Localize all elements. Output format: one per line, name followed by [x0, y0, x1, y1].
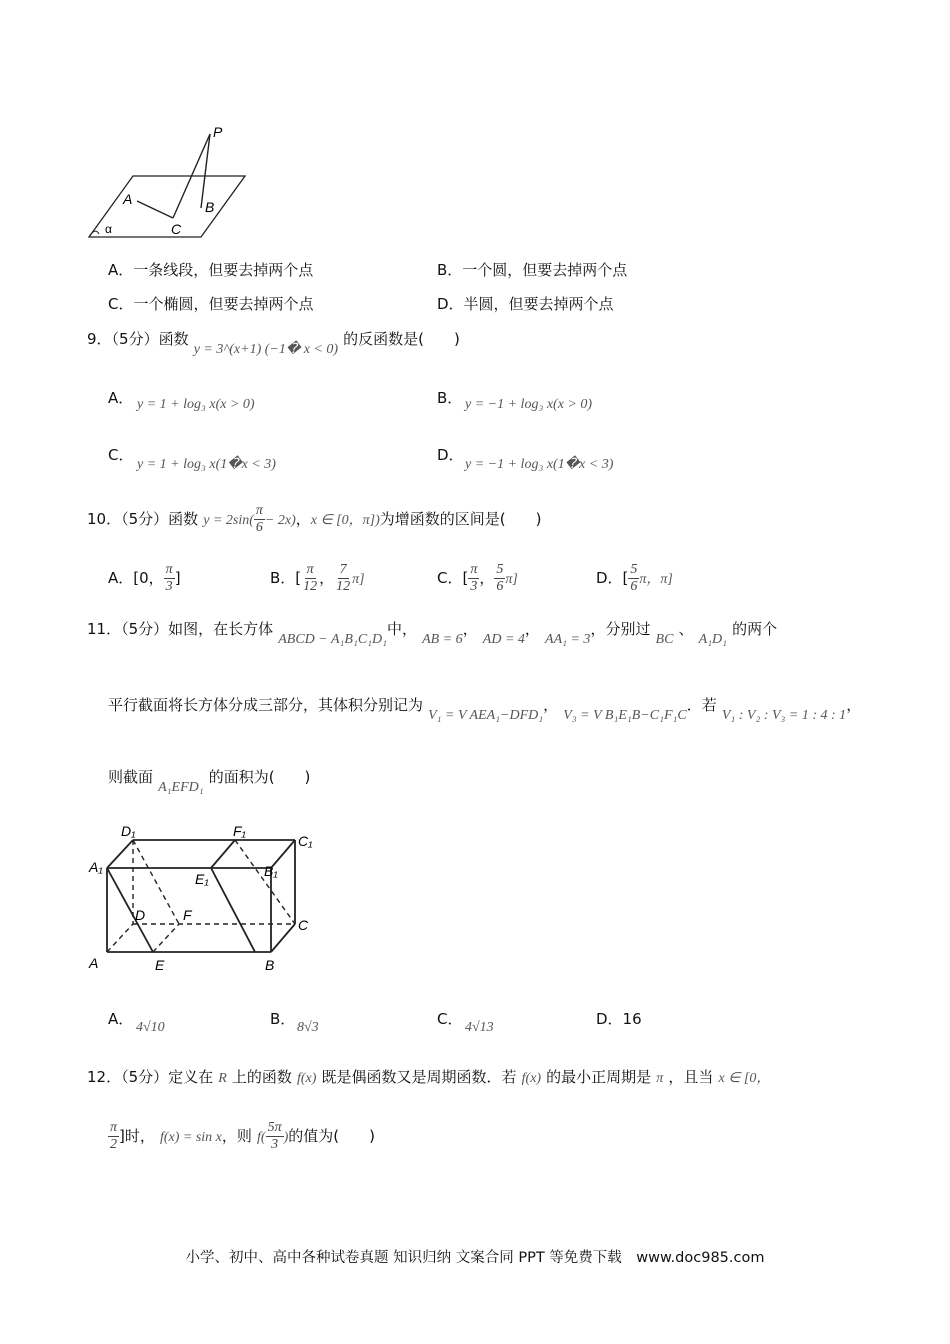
question-12-line1 [87, 1066, 770, 1087]
q10-domain: x ∈ [0，π]) [310, 513, 380, 528]
label-e: E [155, 957, 165, 973]
q11-comma-3: ， [543, 696, 559, 714]
q8-option-d: D．半圆，但要去掉两个点 [437, 295, 614, 313]
q11-box: ABCD − A₁B₁C₁D₁ [278, 632, 388, 647]
q12-num53: 5π [267, 1120, 282, 1135]
q10-a-den: 3 [165, 579, 173, 594]
q12-t5: ]时， [119, 1127, 155, 1145]
label-d1: D₁ [121, 823, 136, 839]
q12-fx-2: f(x) [521, 1071, 542, 1086]
q11-zhong: 中， [387, 620, 418, 638]
q11-option-c: 4√13 [465, 1020, 494, 1035]
q11-option-c-label: C． [437, 1010, 463, 1028]
q11-v1: V₁ = V AEA₁−DFD₁ [428, 708, 544, 723]
question-12-line2 [108, 1120, 375, 1153]
q9-option-d: y = −1 + log₃ x(1�x < 3) [465, 457, 614, 472]
q10-frac-den: 6 [255, 520, 263, 535]
q11-comma-1: ， [462, 620, 478, 638]
q10-func-start: y = 2sin( [203, 513, 254, 528]
label-b1: B₁ [264, 863, 278, 879]
q11-ad: AD = 4 [482, 632, 525, 647]
q11-option-a: 4√10 [136, 1020, 165, 1035]
label-c: C [171, 221, 182, 237]
q10-separator: ， [295, 510, 311, 528]
q10-a-tail: ] [174, 569, 181, 587]
q12-r: R [218, 1071, 227, 1086]
label-a: A [123, 191, 133, 207]
q12-half-den: 2 [110, 1137, 117, 1152]
q11-line3b: 的面积为( ) [208, 768, 311, 786]
q9-option-b-label: B． [437, 389, 463, 407]
cuboid-figure [85, 820, 325, 980]
q11-prefix: 11．（5分）如图，在长方体 [87, 620, 274, 638]
q12-t3: 的最小正周期是 [546, 1068, 652, 1086]
q10-d-tail: π，π] [639, 572, 673, 587]
q10-b-den2: 12 [336, 579, 351, 594]
q12-prefix: 12．（5分）定义在 [87, 1068, 214, 1086]
q12-sinx: f(x) = sin x [159, 1130, 222, 1145]
q10-option-a [108, 562, 181, 595]
plane-figure [85, 122, 255, 242]
q10-b-tail: π] [352, 572, 365, 587]
q10-d-den: 6 [630, 579, 638, 594]
q10-b-label: B．[ [270, 569, 302, 587]
label-alpha: α [105, 222, 112, 236]
q10-b-den1: 12 [303, 579, 318, 594]
q10-prefix: 10．（5分）函数 [87, 510, 199, 528]
q9-option-b: y = −1 + log₃ x(x > 0) [465, 397, 593, 412]
q9-option-c-label: C． [108, 446, 134, 464]
q12-t2: 既是偶函数又是周期函数．若 [321, 1068, 517, 1086]
q11-option-b-label: B． [270, 1010, 296, 1028]
q10-c-mid: ， [479, 569, 495, 587]
q10-c-num1: π [470, 562, 478, 577]
q10-option-c [437, 562, 518, 595]
label-a: A [89, 955, 99, 971]
q10-d-label: D．[ [596, 569, 629, 587]
q11-section: A₁EFD₁ [158, 780, 204, 795]
q10-frac-num: π [255, 503, 263, 518]
q11-comma-2: ， [524, 620, 540, 638]
q10-b-mid: ， [319, 569, 335, 587]
label-f: F [183, 907, 192, 923]
q11-a1d1: A₁D₁ [698, 632, 728, 647]
q10-c-num2: 5 [496, 562, 504, 577]
q10-b-num1: π [306, 562, 314, 577]
question-9 [87, 328, 460, 357]
q12-t6: ，则 [221, 1127, 252, 1145]
q11-aa1: AA₁ = 3 [545, 632, 591, 647]
q9-option-a: y = 1 + log₃ x(x > 0) [137, 397, 255, 412]
q10-b-num2: 7 [339, 562, 347, 577]
q11-dun: 、 [678, 620, 694, 638]
segment-ac [137, 201, 173, 218]
question-10 [87, 503, 541, 536]
q11-ruo: ．若 [686, 696, 717, 714]
q10-d-num: 5 [630, 562, 638, 577]
q10-c-label: C．[ [437, 569, 469, 587]
q12-xin: x ∈ [0， [718, 1071, 771, 1086]
q10-option-d [596, 562, 673, 595]
q11-liangge: 的两个 [732, 620, 778, 638]
q9-option-c: y = 1 + log₃ x(1�x < 3) [137, 457, 276, 472]
q12-den53: 3 [271, 1137, 279, 1152]
angle-mark [89, 231, 99, 237]
q11-ratio: V₁ : V₂ : V₃ = 1 : 4 : 1 [721, 708, 847, 723]
label-e1: E₁ [195, 871, 209, 887]
q12-t7: 的值为( ) [288, 1127, 375, 1145]
q11-line2: 平行截面将长方体分成三部分，其体积分别记为 [108, 696, 424, 714]
label-p: P [213, 124, 223, 140]
q12-half-num: π [110, 1120, 118, 1135]
q10-c-tail: π] [505, 572, 518, 587]
label-a1: A₁ [89, 859, 103, 875]
q10-a-label: A．[0， [108, 569, 164, 587]
q12-pi: π [656, 1071, 664, 1086]
q8-option-c: C．一个椭圆，但要去掉两个点 [108, 295, 314, 313]
q8-option-a: A．一条线段，但要去掉两个点 [108, 261, 314, 279]
q12-fx-1: f(x) [297, 1071, 317, 1086]
q11-line3a: 则截面 [108, 768, 154, 786]
q12-t4: ，且当 [668, 1068, 714, 1086]
q11-v3: V₃ = V B₁E₁B−C₁F₁C [563, 708, 687, 723]
label-b: B [265, 957, 275, 973]
question-11-line2 [108, 694, 862, 723]
q10-suffix: 为增函数的区间是( ) [379, 510, 542, 528]
label-c1: C₁ [298, 833, 313, 849]
plane-alpha [89, 176, 245, 237]
q11-option-a-label: A． [108, 1010, 134, 1028]
label-b: B [205, 199, 215, 215]
q10-c-den2: 6 [496, 579, 504, 594]
question-11-line3 [108, 766, 311, 795]
q10-a-num: π [165, 562, 173, 577]
q9-prefix: 9．（5分）函数 [87, 330, 189, 348]
q9-function: y = 3^(x+1) (−1� x < 0) [193, 342, 339, 357]
q11-bc: BC [655, 632, 674, 647]
q9-suffix: 的反函数是( ) [343, 330, 460, 348]
label-f1: F₁ [233, 823, 246, 839]
q10-c-den1: 3 [470, 579, 478, 594]
q9-option-d-label: D． [437, 446, 464, 464]
q12-t1: 上的函数 [231, 1068, 292, 1086]
label-c: C [298, 917, 309, 933]
q11-option-d: D．16 [596, 1010, 642, 1028]
q9-option-a-label: A． [108, 389, 134, 407]
q12-close: ) [283, 1130, 289, 1145]
q11-comma-4: ， [846, 696, 862, 714]
q10-func-end: − 2x) [264, 513, 296, 528]
q11-ab: AB = 6 [422, 632, 463, 647]
label-d: D [135, 907, 146, 923]
q10-fraction [254, 503, 265, 536]
q11-fenbie: ，分别过 [590, 620, 651, 638]
q10-option-b [270, 562, 365, 595]
q8-option-b: B．一个圆，但要去掉两个点 [437, 261, 628, 279]
q11-option-b: 8√3 [297, 1020, 319, 1035]
q12-f5: f( [257, 1130, 266, 1145]
question-11-line1 [87, 618, 778, 647]
page-footer: 小学、初中、高中各种试卷真题 知识归纳 文案合同 PPT 等免费下载 www.doc985.com [185, 1250, 765, 1266]
